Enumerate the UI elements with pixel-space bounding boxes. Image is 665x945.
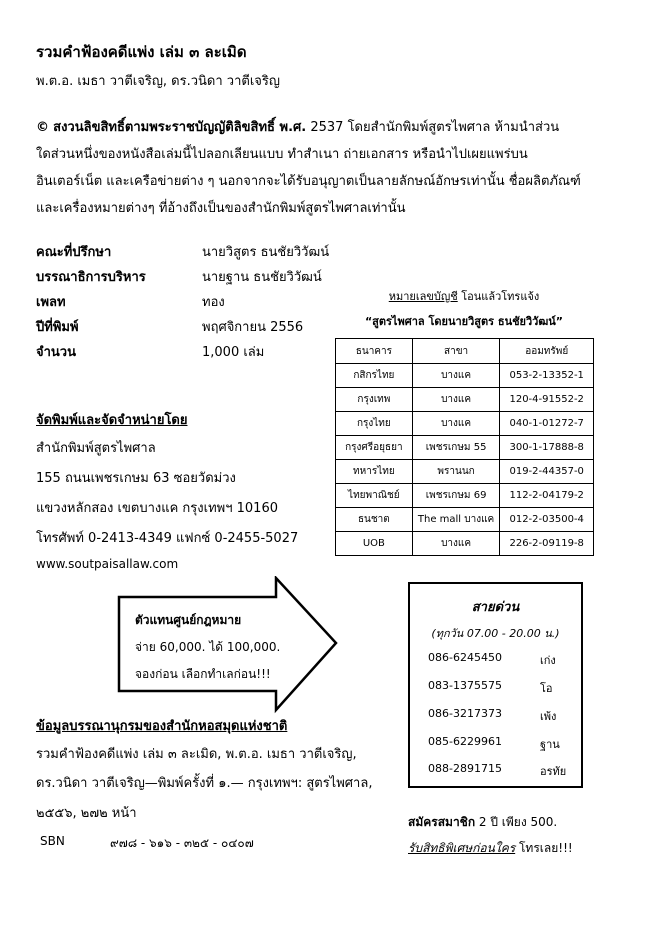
hotline-phone[interactable]: 085-6229961 — [428, 735, 502, 748]
column-header-branch: สาขา — [412, 339, 500, 364]
table-row — [336, 364, 594, 388]
hotline-name: เก่ง — [540, 654, 556, 667]
copyright-line: 2537 โดยสำนักพิมพ์สูตรไพศาล ห้ามนำส่วน — [306, 120, 560, 135]
copyright-notice — [36, 114, 636, 222]
publisher-heading: จัดพิมพ์และจัดจำหน่ายโดย — [36, 413, 188, 428]
hotline-contact — [428, 762, 571, 780]
hotline-phone[interactable]: 083-1375575 — [428, 679, 502, 692]
publisher-district: แขวงหลักสอง เขตบางแค กรุงเทพฯ 10160 — [36, 501, 278, 516]
hotline-phone[interactable]: 086-6245450 — [428, 651, 502, 664]
info-value: 1,000 เล่ม — [202, 345, 265, 360]
table-row — [336, 460, 594, 484]
library-line: รวมคำฟ้องคดีแพ่ง เล่ม ๓ ละเมิด, พ.ต.อ. เมธา วาตีเจริญ, — [36, 747, 357, 762]
membership-label: สมัครสมาชิก — [408, 815, 476, 829]
hotline-name: อรทัย — [540, 765, 567, 778]
copyright-symbol: © — [36, 120, 49, 135]
bank-cell: UOB — [336, 532, 413, 556]
info-row-quantity — [36, 340, 329, 365]
isbn-label: SBN — [40, 834, 65, 848]
hotline-name: โอ — [540, 682, 553, 695]
info-row-plate — [36, 290, 329, 315]
table-row — [336, 484, 594, 508]
info-label: จำนวน — [36, 345, 76, 360]
info-row-editor — [36, 265, 329, 290]
hotline-contact — [428, 651, 571, 669]
branch-cell: เพชรเกษม 69 — [412, 484, 500, 508]
book-info-list — [36, 240, 329, 365]
agent-arrow-cta: จองก่อน เลือกทำเลก่อน!!! — [135, 667, 271, 681]
library-line: ๒๕๕๖, ๒๗๒ หน้า — [36, 806, 137, 821]
account-number-cell: 112-2-04179-2 — [500, 484, 594, 508]
membership-price: 2 ปี เพียง 500. — [475, 815, 558, 829]
hotline-box — [408, 582, 583, 788]
membership-promo — [408, 813, 557, 832]
bank-cell: ทหารไทย — [336, 460, 413, 484]
branch-cell: พรานนก — [412, 460, 500, 484]
branch-cell: เพชรเกษม 55 — [412, 436, 500, 460]
hotline-hours: (ทุกวัน 07.00 - 20.00 น.) — [431, 627, 560, 640]
book-authors: พ.ต.อ. เมธา วาตีเจริญ, ดร.วนิดา วาตีเจริญ — [36, 74, 280, 89]
account-number-cell: 012-2-03500-4 — [500, 508, 594, 532]
table-row — [336, 532, 594, 556]
library-line: ดร.วนิดา วาตีเจริญ—พิมพ์ครั้งที่ ๑.— กรุงเทพฯ: สูตรไพศาล, — [36, 776, 373, 791]
bank-cell: กรุงเทพ — [336, 388, 413, 412]
copyright-line: ใดส่วนหนึ่งของหนังสือเล่มนี้ไปลอกเลียนแบบ ทำสำเนา ถ่ายเอกสาร หรือนำไปเผยแพร่บน — [36, 147, 528, 162]
agent-arrow-price: จ่าย 60,000. ได้ 100,000. — [135, 640, 281, 654]
copyright-line: และเครื่องหมายต่างๆ ที่อ้างถึงเป็นของสำนักพิมพ์สูตรไพศาลเท่านั้น — [36, 201, 406, 216]
table-row — [336, 388, 594, 412]
hotline-contact — [428, 707, 571, 725]
branch-cell: บางแค — [412, 412, 500, 436]
bank-cell: กสิกรไทย — [336, 364, 413, 388]
isbn-value: ๙๗๘ - ๖๑๖ - ๓๒๕ - ๐๔๐๗ — [110, 836, 254, 850]
copyright-lead: สงวนลิขสิทธิ์ตามพระราชบัญญัติลิขสิทธิ์ พ.ศ. — [53, 120, 307, 135]
account-name: “สูตรไพศาล โดยนายวิสูตร ธนชัยวิวัฒน์” — [364, 315, 564, 328]
hotline-name: ฐาน — [540, 738, 560, 751]
bank-account-table — [335, 338, 594, 556]
publisher-phone: โทรศัพท์ 0-2413-4349 แฟกซ์ 0-2455-5027 — [36, 531, 299, 546]
privilege-text: รับสิทธิพิเศษก่อนใคร — [408, 841, 516, 855]
hotline-contact — [428, 679, 571, 697]
info-value: นายวิสูตร ธนชัยวิวัฒน์ — [202, 245, 330, 260]
hotline-contact — [428, 735, 571, 753]
hotline-phone[interactable]: 086-3217373 — [428, 707, 502, 720]
account-heading-rest: โอนแล้วโทรแจ้ง — [457, 290, 540, 303]
account-number-cell: 040-1-01272-7 — [500, 412, 594, 436]
info-label: บรรณาธิการบริหาร — [36, 270, 146, 285]
account-number-cell: 120-4-91552-2 — [500, 388, 594, 412]
publisher-name: สำนักพิมพ์สูตรไพศาล — [36, 441, 156, 456]
library-heading: ข้อมูลบรรณานุกรมของสำนักหอสมุดแห่งชาติ — [36, 719, 288, 734]
info-row-advisors — [36, 240, 329, 265]
branch-cell: บางแค — [412, 532, 500, 556]
hotline-name: เพ้ง — [540, 710, 557, 723]
info-value: พฤศจิกายน 2556 — [202, 320, 304, 335]
bank-cell: กรุงไทย — [336, 412, 413, 436]
info-label: คณะที่ปรึกษา — [36, 245, 112, 260]
account-number-cell: 226-2-09119-8 — [500, 532, 594, 556]
bank-cell: ไทยพาณิชย์ — [336, 484, 413, 508]
call-now-text: โทรเลย!!! — [515, 841, 573, 855]
bank-cell: ธนชาต — [336, 508, 413, 532]
column-header-savings: ออมทรัพย์ — [500, 339, 594, 364]
account-number-cell: 300-1-17888-8 — [500, 436, 594, 460]
account-number-cell: 053-2-13352-1 — [500, 364, 594, 388]
account-heading — [335, 287, 593, 305]
table-row — [336, 436, 594, 460]
hotline-phone[interactable]: 088-2891715 — [428, 762, 502, 775]
info-value: นายฐาน ธนชัยวิวัฒน์ — [202, 270, 322, 285]
table-row — [336, 508, 594, 532]
branch-cell: บางแค — [412, 364, 500, 388]
table-header-row — [336, 339, 594, 364]
column-header-bank: ธนาคาร — [336, 339, 413, 364]
hotline-title: สายด่วน — [471, 600, 520, 615]
membership-cta — [408, 839, 573, 858]
agent-arrow-title: ตัวแทนศูนย์กฎหมาย — [135, 613, 242, 627]
info-value: ทอง — [202, 295, 225, 310]
info-row-year — [36, 315, 329, 340]
account-number-cell: 019-2-44357-0 — [500, 460, 594, 484]
publisher-address: 155 ถนนเพชรเกษม 63 ซอยวัดม่วง — [36, 471, 236, 486]
book-title: รวมคำฟ้องคดีแพ่ง เล่ม ๓ ละเมิด — [36, 43, 247, 61]
account-heading-underlined: หมายเลขบัญชี — [388, 290, 458, 303]
branch-cell: บางแค — [412, 388, 500, 412]
branch-cell: The mall บางแค — [412, 508, 500, 532]
table-row — [336, 412, 594, 436]
copyright-line: อินเตอร์เน็ต และเครือข่ายต่าง ๆ นอกจากจะได้รับอนุญาตเป็นลายลักษณ์อักษรเท่านั้น ชื่อผลิตภัณฑ์ — [36, 174, 581, 189]
info-label: เพลท — [36, 295, 66, 310]
bank-cell: กรุงศรีอยุธยา — [336, 436, 413, 460]
publisher-website[interactable]: www.soutpaisallaw.com — [36, 557, 179, 571]
info-label: ปีที่พิมพ์ — [36, 320, 79, 335]
